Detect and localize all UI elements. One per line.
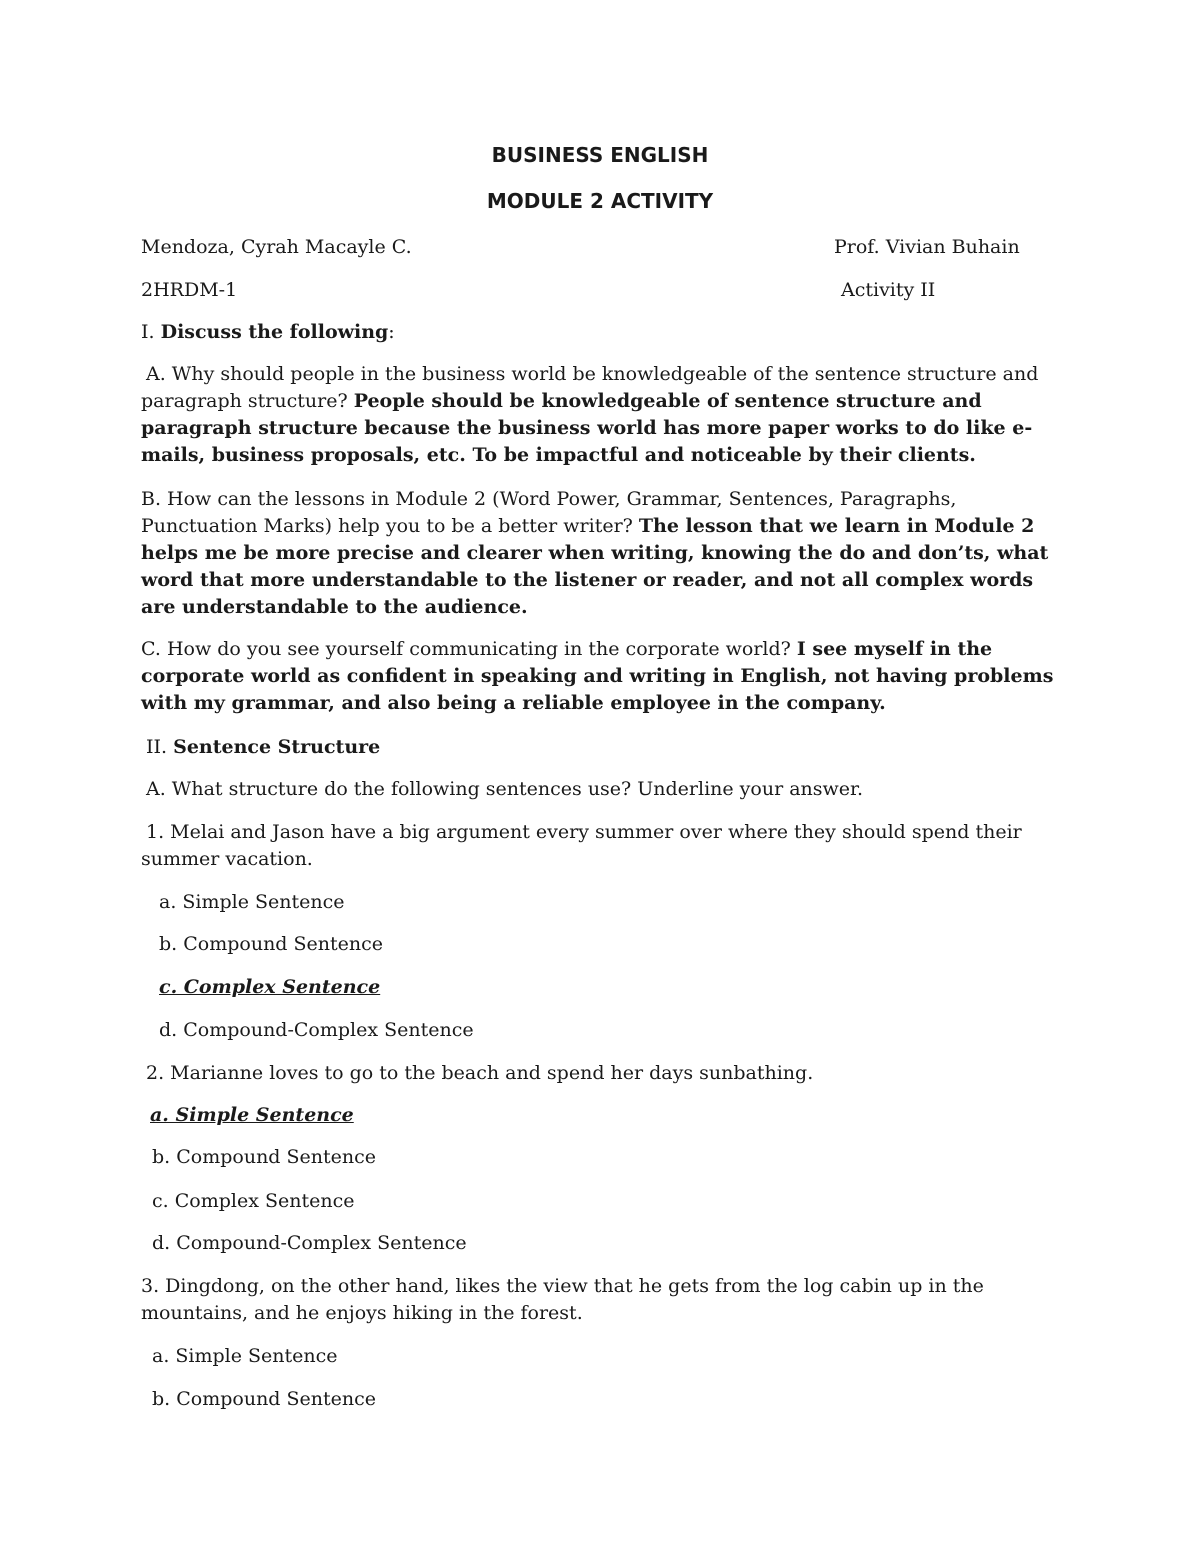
question-c-text: C. How do you see yourself communicating in the corporate world?: [141, 638, 797, 660]
q3-option-a: a. Simple Sentence: [152, 1345, 338, 1367]
part2-instruction: A. What structure do the following sentences use? Underline your answer.: [146, 778, 864, 800]
question-b: [141, 486, 1061, 621]
q2-question: 2. Marianne loves to go to the beach and spend her days sunbathing.: [146, 1062, 814, 1084]
q2-option-d: d. Compound-Complex Sentence: [152, 1232, 467, 1254]
student-name: Mendoza, Cyrah Macayle C.: [141, 236, 412, 258]
q2-option-b: b. Compound Sentence: [152, 1146, 377, 1168]
q1-option-d: d. Compound-Complex Sentence: [159, 1019, 474, 1041]
q3-question: 3. Dingdong, on the other hand, likes the view that he gets from the log cabin up in the mountains, and he enjoys hiking in the forest.: [141, 1275, 984, 1324]
section-code: 2HRDM-1: [141, 279, 238, 301]
q1-option-b: b. Compound Sentence: [159, 933, 384, 955]
document-title: BUSINESS ENGLISH: [491, 143, 709, 167]
professor-name: Prof. Vivian Buhain: [834, 236, 1020, 258]
q2-option-c: c. Complex Sentence: [152, 1190, 355, 1212]
part1-heading: I. Discuss the following:: [141, 321, 395, 343]
q1-option-c-answer: c. Complex Sentence: [159, 976, 381, 998]
question-b-text: B. How can the lessons in Module 2 (Word Power, Grammar, Sentences, Paragraphs, Punctuation Marks) help you to be a better writer?: [141, 488, 957, 537]
q1-option-a: a. Simple Sentence: [159, 891, 345, 913]
question-c: [141, 636, 1061, 717]
part1-heading-text: Discuss the following: [160, 321, 389, 343]
q1-question: 1. Melai and Jason have a big argument every summer over where they should spend their summer vacation.: [141, 821, 1022, 870]
part2-heading: II. Sentence Structure: [146, 736, 381, 758]
document-subtitle: MODULE 2 ACTIVITY: [486, 189, 714, 213]
question-a-text: A. Why should people in the business world be knowledgeable of the sentence structure and paragraph structure?: [141, 363, 1039, 412]
q3-option-b: b. Compound Sentence: [152, 1388, 377, 1410]
answer-c-text: I see myself in the corporate world as confident in speaking and writing in English, not having problems with my grammar, and also being a reliable employee in the company.: [141, 638, 1054, 714]
q2-option-a-answer: a. Simple Sentence: [150, 1104, 354, 1126]
part2-heading-text: Sentence Structure: [173, 736, 381, 758]
activity-label: Activity II: [841, 279, 936, 301]
answer-b-text: The lesson that we learn in Module 2 helps me be more precise and clearer when writing, knowing the do and don’ts, what word that more understandable to the listener or reader, and not all complex words are understandable to the audience.: [141, 515, 1049, 618]
question-a: [141, 361, 1061, 469]
answer-a-text: People should be knowledgeable of sentence structure and paragraph structure because the business world has more paper works to do like e-mails, business proposals, etc. To be impactful and noticeable by their clients.: [141, 390, 1033, 466]
